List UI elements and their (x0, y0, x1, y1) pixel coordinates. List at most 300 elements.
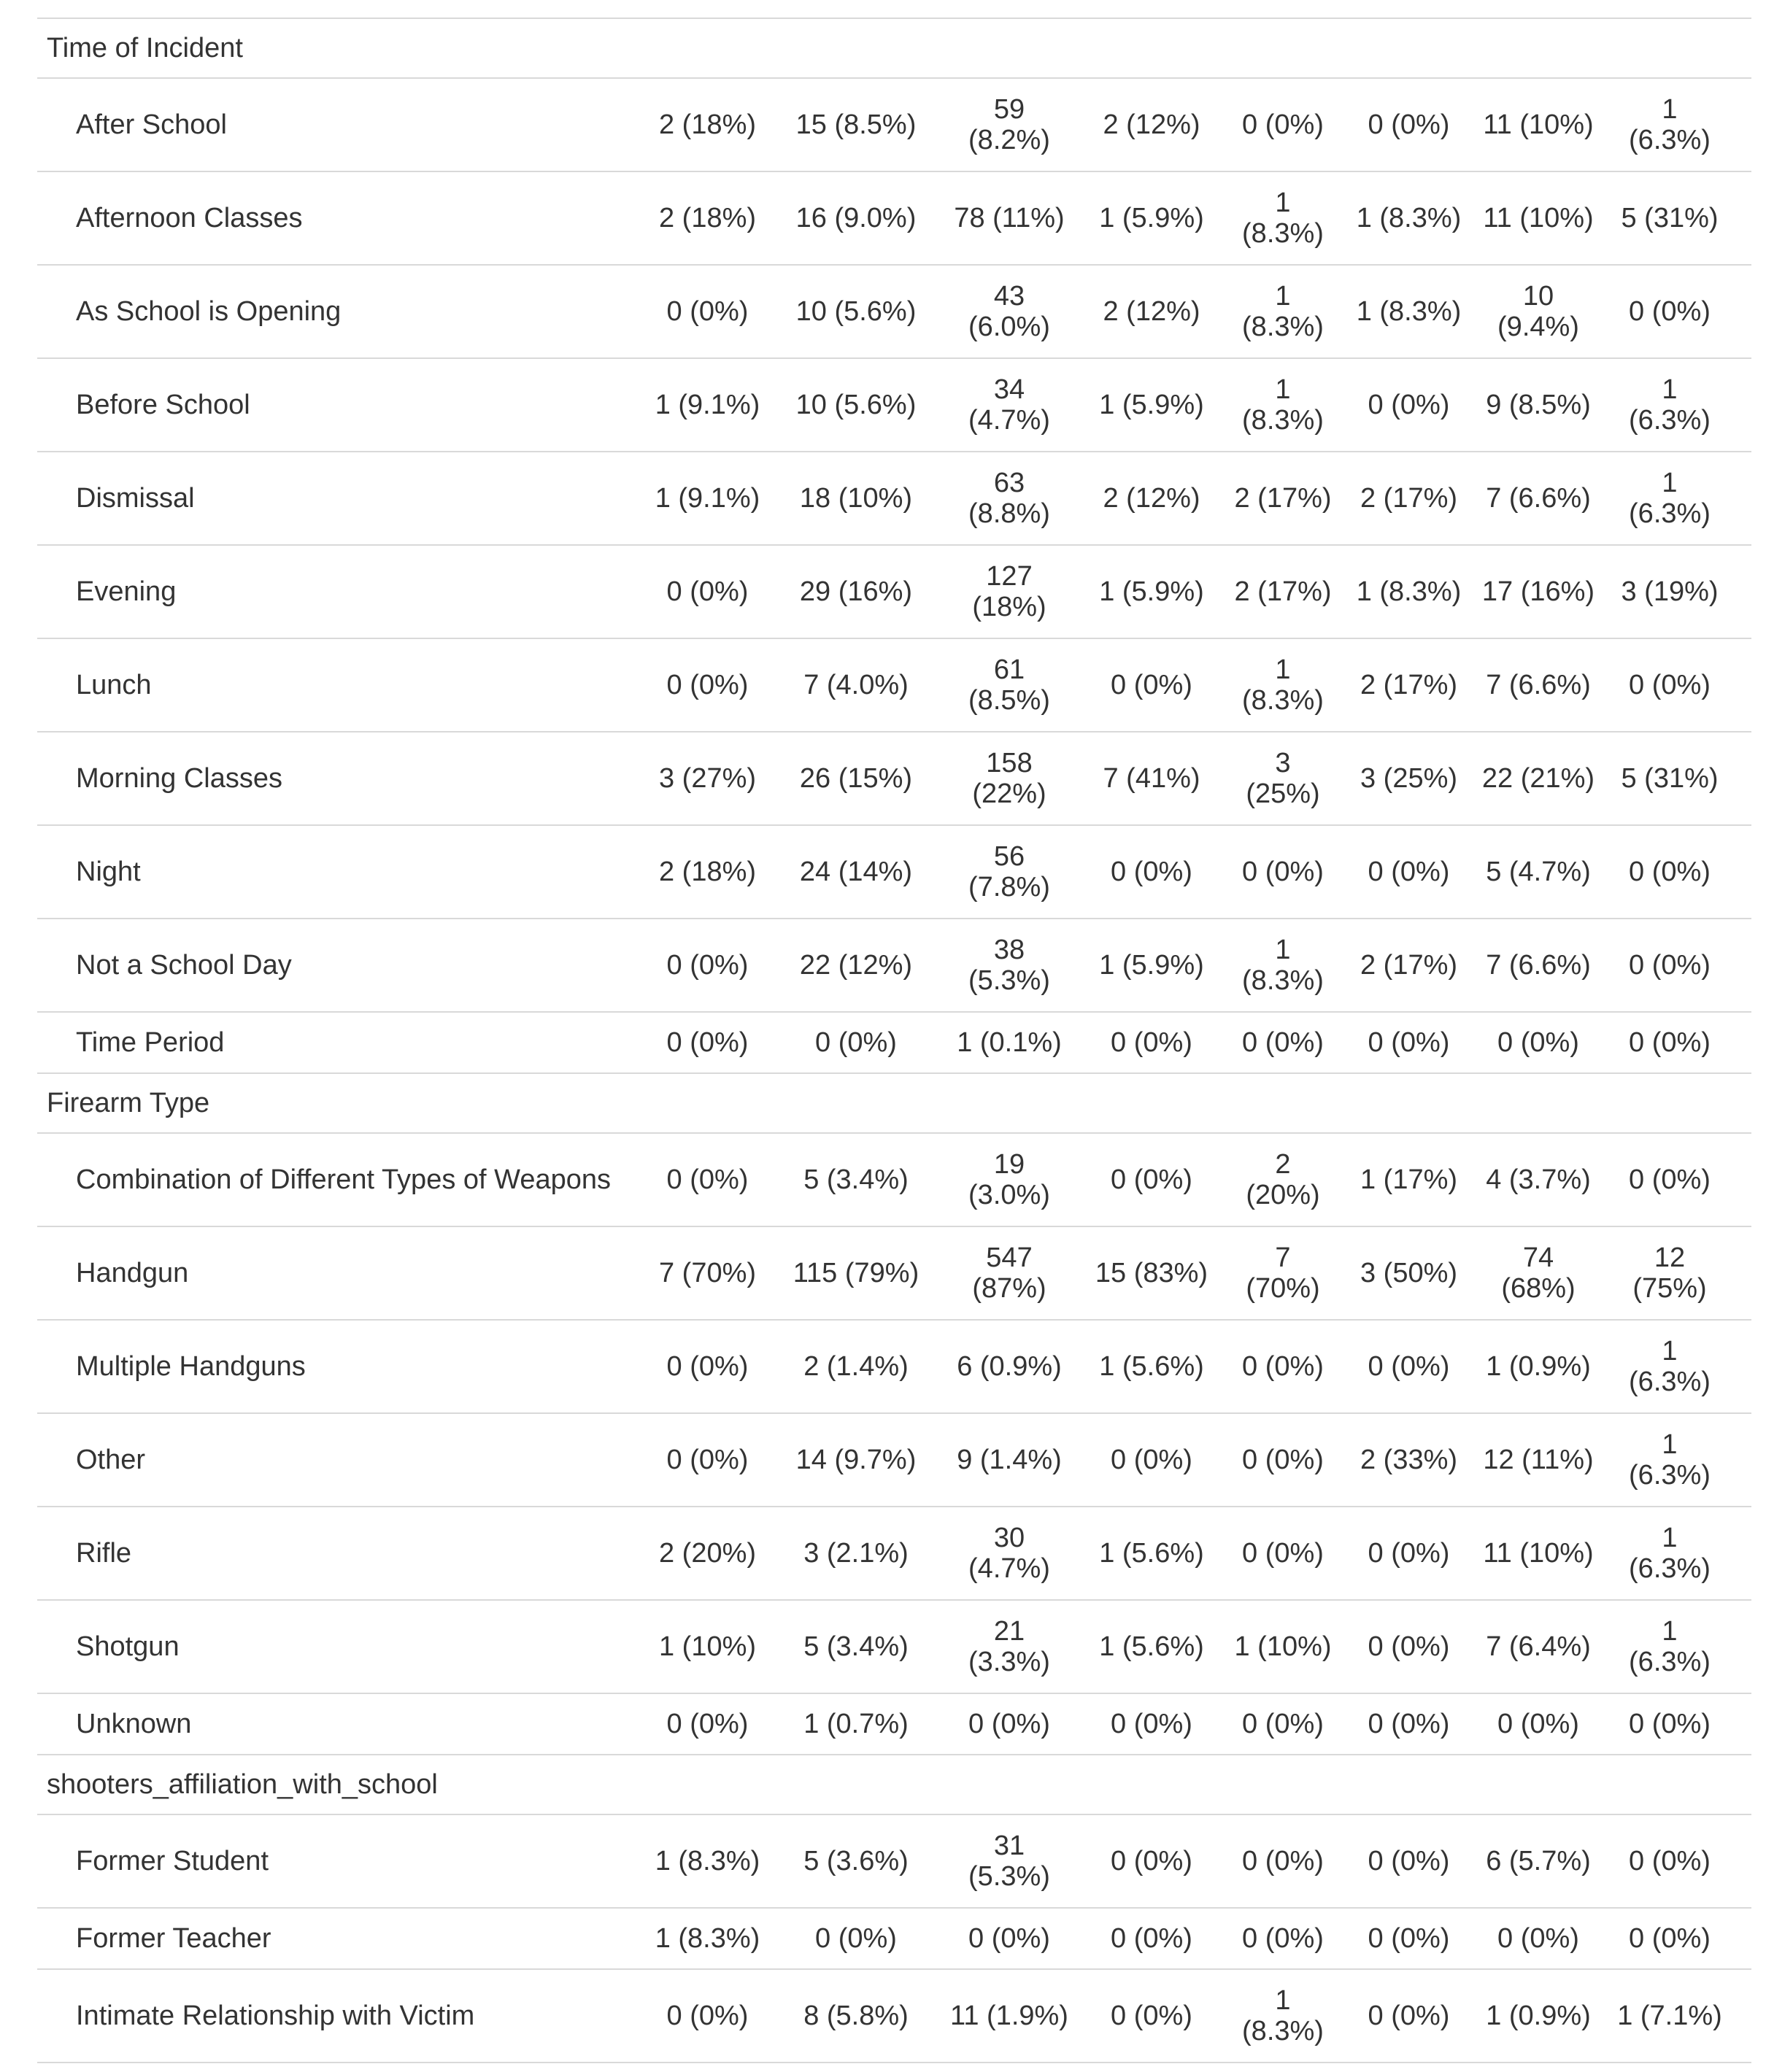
table-cell (1217, 483, 1349, 514)
table-cell (636, 1258, 779, 1288)
cell-value: 2 (17%) (1360, 483, 1458, 514)
cell-value: 1 (8.3%) (1356, 203, 1462, 233)
cell-value: 10 (1522, 281, 1554, 312)
table-cell (636, 296, 779, 327)
row-label: Other (76, 1445, 146, 1475)
table-cell (1469, 281, 1608, 342)
table-cell (933, 561, 1086, 622)
table-cell (1086, 950, 1217, 981)
cell-value: 0 (0%) (1629, 1923, 1711, 1954)
cell-value: 1 (8.3%) (1356, 296, 1462, 327)
cell-value: 2 (12%) (1103, 483, 1200, 514)
cell-value: 0 (0%) (1497, 1923, 1579, 1954)
table-cell (779, 763, 933, 794)
row-label: Former Student (76, 1846, 269, 1876)
table-cell (1469, 1923, 1608, 1954)
cell-value: 5 (3.6%) (803, 1846, 909, 1876)
table-cell (636, 2001, 779, 2031)
table-cell (779, 203, 933, 233)
cell-value: 3 (19%) (1621, 576, 1719, 607)
table-cell (1349, 1923, 1469, 1954)
table-cell (1086, 109, 1217, 140)
row-label: Lunch (76, 670, 152, 700)
table-row (37, 1815, 1751, 1909)
table-cell (1469, 390, 1608, 420)
row-label: Shotgun (76, 1631, 180, 1662)
cell-value: 22 (12%) (799, 950, 913, 981)
row-label: Morning Classes (76, 763, 282, 794)
cell-value: 0 (0%) (1629, 1846, 1711, 1876)
table-cell (933, 748, 1086, 809)
table-cell (779, 1164, 933, 1195)
table-cell (1608, 374, 1732, 436)
table-cell (1217, 374, 1349, 436)
table-cell (1349, 296, 1469, 327)
cell-value: (20%) (1246, 1180, 1320, 1210)
table-cell (636, 670, 779, 700)
cell-value: 1 (5.9%) (1099, 390, 1204, 420)
row-label: As School is Opening (76, 296, 342, 327)
cell-value: (8.5%) (968, 685, 1050, 716)
table-row (37, 1507, 1751, 1601)
cell-value: 0 (0%) (1111, 1709, 1192, 1739)
cell-value: 0 (0%) (1368, 390, 1450, 420)
cell-value: 0 (0%) (1111, 670, 1192, 700)
cell-value: 0 (0%) (666, 576, 749, 607)
cell-value: 1 (1275, 935, 1291, 965)
table-cell (1086, 1258, 1217, 1288)
cell-value: 21 (993, 1616, 1025, 1647)
cell-value: 11 (10%) (1483, 1538, 1594, 1569)
cell-value: 17 (16%) (1481, 576, 1595, 607)
table-cell (1469, 2001, 1608, 2031)
cell-value: 0 (0%) (1368, 1846, 1450, 1876)
cell-value: 0 (0%) (1629, 670, 1711, 700)
table-cell (1349, 670, 1469, 700)
cell-value: 1 (1662, 94, 1678, 125)
table-cell (933, 203, 1086, 233)
cell-value: 63 (993, 468, 1025, 498)
cell-value: 0 (0%) (1629, 1164, 1711, 1195)
cell-value: 0 (0%) (1111, 1445, 1192, 1475)
cell-value: 0 (0%) (666, 670, 749, 700)
table-cell (1217, 1149, 1349, 1210)
cell-value: (25%) (1246, 778, 1320, 809)
cell-value: 11 (1.9%) (950, 2001, 1068, 2031)
table-cell (1086, 1027, 1217, 1058)
cell-value: 0 (0%) (1629, 950, 1711, 981)
table-cell (1608, 1164, 1732, 1195)
table-row (37, 639, 1751, 732)
table-cell (1349, 483, 1469, 514)
cell-value: 0 (0%) (1242, 109, 1324, 140)
cell-value: 0 (0%) (815, 1027, 897, 1058)
cell-value: 0 (0%) (1368, 109, 1450, 140)
table-row (37, 266, 1751, 359)
cell-value: 3 (2.1%) (803, 1538, 909, 1569)
table-cell (1469, 576, 1608, 607)
cell-value: (6.3%) (1629, 1366, 1711, 1397)
cell-value: 1 (0.9%) (1486, 2001, 1591, 2031)
cell-value: 2 (12%) (1103, 109, 1200, 140)
cell-value: 2 (17%) (1360, 670, 1458, 700)
row-label: Multiple Handguns (76, 1351, 306, 1382)
cell-value: 0 (0%) (666, 950, 749, 981)
table-cell (1608, 296, 1732, 327)
cell-value: 1 (1275, 1985, 1291, 2016)
table-cell (1608, 1709, 1732, 1739)
table-cell (1217, 1985, 1349, 2046)
cell-value: (8.3%) (1242, 965, 1324, 996)
cell-value: 1 (1662, 1523, 1678, 1553)
table-cell (1469, 1709, 1608, 1739)
table-cell (1086, 390, 1217, 420)
table-cell (1217, 1709, 1349, 1739)
table-cell (1608, 1027, 1732, 1058)
table-cell (1608, 468, 1732, 529)
table-cell (1217, 1846, 1349, 1876)
table-row (37, 1601, 1751, 1694)
row-label: Evening (76, 576, 177, 607)
table-cell (779, 2001, 933, 2031)
table-cell (1608, 950, 1732, 981)
cell-value: (8.3%) (1242, 685, 1324, 716)
cell-value: 0 (0%) (1368, 1027, 1450, 1058)
table-cell (779, 483, 933, 514)
cell-value: 1 (0.9%) (1486, 1351, 1591, 1382)
table-cell (933, 1027, 1086, 1058)
cell-value: (68%) (1501, 1273, 1576, 1304)
cell-value: 2 (33%) (1360, 1445, 1458, 1475)
cell-value: (5.3%) (968, 1861, 1050, 1892)
cell-value: 30 (993, 1523, 1025, 1553)
cell-value: 74 (1522, 1242, 1554, 1273)
cell-value: 0 (0%) (1368, 1351, 1450, 1382)
cell-value: 0 (0%) (1368, 1923, 1450, 1954)
cell-value: 11 (10%) (1483, 203, 1594, 233)
cell-value: (3.3%) (968, 1647, 1050, 1677)
table-cell (636, 1846, 779, 1876)
cell-value: 2 (17%) (1234, 483, 1332, 514)
cell-value: 34 (993, 374, 1025, 405)
cell-value: (6.3%) (1629, 1460, 1711, 1491)
row-label: Former Teacher (76, 1923, 271, 1954)
table-cell (933, 841, 1086, 902)
table-row (37, 546, 1751, 639)
cell-value: 1 (8.3%) (1356, 576, 1462, 607)
table-cell (636, 1351, 779, 1382)
table-cell (636, 109, 779, 140)
cell-value: 0 (0%) (1242, 1027, 1324, 1058)
cell-value: 6 (0.9%) (957, 1351, 1062, 1382)
table-cell (1608, 576, 1732, 607)
table-cell (1086, 2001, 1217, 2031)
table-cell (1349, 1846, 1469, 1876)
table-cell (779, 1258, 933, 1288)
cell-value: 1 (9.1%) (655, 483, 760, 514)
cell-value: 2 (1.4%) (803, 1351, 909, 1382)
cell-value: 0 (0%) (815, 1923, 897, 1954)
table-cell (779, 1445, 933, 1475)
cell-value: 3 (1275, 748, 1291, 778)
table-cell (1469, 1631, 1608, 1662)
cell-value: 4 (3.7%) (1486, 1164, 1591, 1195)
table-row (37, 1321, 1751, 1414)
cell-value: 2 (18%) (658, 109, 757, 140)
cell-value: 3 (27%) (658, 763, 757, 794)
table-body (37, 19, 1751, 2063)
row-label: Rifle (76, 1538, 132, 1569)
table-cell (1217, 281, 1349, 342)
cell-value: 127 (986, 561, 1033, 592)
cell-value: 5 (31%) (1621, 763, 1719, 794)
cell-value: 0 (0%) (1242, 1709, 1324, 1739)
cell-value: (6.3%) (1629, 125, 1711, 155)
cell-value: 0 (0%) (1242, 857, 1324, 887)
cell-value: 1 (1662, 1336, 1678, 1366)
table-cell (1469, 1351, 1608, 1382)
table-cell (1217, 1027, 1349, 1058)
table-cell (1349, 109, 1469, 140)
table-row (37, 452, 1751, 546)
cell-value: 7 (70%) (658, 1258, 757, 1288)
cell-value: 0 (0%) (1629, 296, 1711, 327)
table-row (37, 1909, 1751, 1970)
cell-value: 5 (4.7%) (1486, 857, 1591, 887)
table-row (37, 1013, 1751, 1074)
cell-value: (6.3%) (1629, 1647, 1711, 1677)
table-cell (1217, 576, 1349, 607)
section-title: shooters_affiliation_with_school (47, 1769, 438, 1800)
table-row (37, 1970, 1751, 2063)
table-cell (636, 390, 779, 420)
cell-value: 1 (8.3%) (655, 1923, 760, 1954)
cell-value: 38 (993, 935, 1025, 965)
cell-value: 1 (0.7%) (803, 1709, 909, 1739)
table-cell (1217, 857, 1349, 887)
row-label: Intimate Relationship with Victim (76, 2001, 475, 2031)
cell-value: 1 (10%) (658, 1631, 757, 1662)
table-cell (933, 1923, 1086, 1954)
table-cell (1469, 483, 1608, 514)
cell-value: 9 (8.5%) (1486, 390, 1591, 420)
cell-value: 0 (0%) (1242, 1538, 1324, 1569)
table-cell (1469, 670, 1608, 700)
cell-value: 0 (0%) (1111, 1027, 1192, 1058)
table-cell (636, 1027, 779, 1058)
table-cell (933, 1523, 1086, 1584)
table-cell (1608, 1429, 1732, 1491)
cell-value: 22 (21%) (1481, 763, 1595, 794)
cell-value: 0 (0%) (666, 1027, 749, 1058)
table-cell (779, 296, 933, 327)
table-cell (1217, 188, 1349, 249)
table-cell (636, 1709, 779, 1739)
cell-value: 29 (16%) (799, 576, 913, 607)
table-cell (933, 1616, 1086, 1677)
cell-value: 1 (5.6%) (1099, 1538, 1204, 1569)
table-row (37, 1694, 1751, 1755)
table-cell (933, 935, 1086, 996)
cell-value: 0 (0%) (1242, 1923, 1324, 1954)
table-cell (1086, 1445, 1217, 1475)
cell-value: 1 (1662, 1616, 1678, 1647)
table-cell (1217, 935, 1349, 996)
cell-value: 0 (0%) (1497, 1027, 1579, 1058)
row-label: Not a School Day (76, 950, 292, 981)
table-cell (636, 857, 779, 887)
table-cell (779, 1709, 933, 1739)
cell-value: (6.3%) (1629, 498, 1711, 529)
cell-value: 1 (17%) (1360, 1164, 1458, 1195)
table-cell (933, 1351, 1086, 1382)
summary-table (37, 0, 1751, 2063)
cell-value: (8.3%) (1242, 312, 1324, 342)
cell-value: 18 (10%) (799, 483, 913, 514)
table-cell (779, 109, 933, 140)
cell-value: 0 (0%) (1111, 1846, 1192, 1876)
cell-value: (9.4%) (1497, 312, 1579, 342)
table-cell (1086, 203, 1217, 233)
cell-value: 1 (9.1%) (655, 390, 760, 420)
cell-value: 7 (1275, 1242, 1291, 1273)
section-header-row (37, 19, 1751, 79)
table-cell (636, 1923, 779, 1954)
table-cell (1217, 748, 1349, 809)
table-cell (1608, 670, 1732, 700)
table-cell (779, 1846, 933, 1876)
table-cell (636, 1538, 779, 1569)
table-cell (1469, 1846, 1608, 1876)
cell-value: 3 (25%) (1360, 763, 1458, 794)
cell-value: 7 (6.6%) (1486, 483, 1591, 514)
table-cell (779, 1351, 933, 1382)
cell-value: 59 (993, 94, 1025, 125)
cell-value: 1 (0.1%) (957, 1027, 1062, 1058)
table-cell (1086, 1351, 1217, 1382)
table-cell (1608, 1616, 1732, 1677)
table-row (37, 919, 1751, 1013)
cell-value: 2 (17%) (1234, 576, 1332, 607)
table-cell (1608, 203, 1732, 233)
table-cell (1349, 203, 1469, 233)
table-row (37, 1134, 1751, 1227)
table-cell (1349, 2001, 1469, 2031)
table-cell (1469, 1242, 1608, 1304)
cell-value: 3 (50%) (1360, 1258, 1458, 1288)
table-cell (779, 857, 933, 887)
cell-value: 56 (993, 841, 1025, 872)
cell-value: 1 (7.1%) (1617, 2001, 1722, 2031)
table-cell (1469, 203, 1608, 233)
cell-value: (87%) (972, 1273, 1046, 1304)
table-cell (1086, 1709, 1217, 1739)
section-title: Firearm Type (47, 1088, 210, 1118)
section-header-row (37, 1755, 1751, 1815)
table-cell (1086, 296, 1217, 327)
table-cell (636, 1631, 779, 1662)
table-cell (933, 374, 1086, 436)
table-cell (779, 1923, 933, 1954)
cell-value: (7.8%) (968, 872, 1050, 902)
table-cell (1349, 1631, 1469, 1662)
table-cell (779, 1631, 933, 1662)
cell-value: 2 (18%) (658, 203, 757, 233)
cell-value: 0 (0%) (1368, 1631, 1450, 1662)
cell-value: 0 (0%) (666, 1709, 749, 1739)
table-cell (1217, 1538, 1349, 1569)
row-label: Combination of Different Types of Weapons (76, 1164, 611, 1195)
cell-value: 78 (11%) (954, 203, 1065, 233)
table-cell (1086, 1538, 1217, 1569)
table-cell (1349, 950, 1469, 981)
cell-value: 16 (9.0%) (795, 203, 917, 233)
cell-value: 1 (1275, 188, 1291, 218)
section-title: Time of Incident (47, 33, 243, 63)
table-cell (779, 576, 933, 607)
table-cell (933, 281, 1086, 342)
table-cell (1608, 1242, 1732, 1304)
table-cell (1349, 1538, 1469, 1569)
cell-value: 0 (0%) (1368, 2001, 1450, 2031)
table-cell (1469, 763, 1608, 794)
table-cell (779, 1538, 933, 1569)
cell-value: 14 (9.7%) (795, 1445, 917, 1475)
cell-value: (4.7%) (968, 405, 1050, 436)
cell-value: 1 (1662, 468, 1678, 498)
cell-value: 10 (5.6%) (795, 390, 917, 420)
table-cell (1608, 763, 1732, 794)
table-cell (1608, 94, 1732, 155)
table-cell (1608, 1523, 1732, 1584)
cell-value: (8.2%) (968, 125, 1050, 155)
table-cell (1217, 109, 1349, 140)
cell-value: 0 (0%) (1629, 1027, 1711, 1058)
cell-value: 31 (993, 1831, 1025, 1861)
cell-value: 26 (15%) (799, 763, 913, 794)
table-cell (636, 483, 779, 514)
cell-value: (70%) (1246, 1273, 1320, 1304)
cell-value: 15 (83%) (1095, 1258, 1208, 1288)
cell-value: 5 (31%) (1621, 203, 1719, 233)
table-row (37, 1227, 1751, 1321)
row-label: Afternoon Classes (76, 203, 303, 233)
row-label: Time Period (76, 1027, 225, 1058)
cell-value: 1 (10%) (1234, 1631, 1332, 1662)
cell-value: (22%) (972, 778, 1046, 809)
cell-value: (8.3%) (1242, 2016, 1324, 2046)
cell-value: 0 (0%) (1111, 1164, 1192, 1195)
cell-value: (8.8%) (968, 498, 1050, 529)
cell-value: 0 (0%) (666, 1351, 749, 1382)
table-row (37, 732, 1751, 826)
cell-value: 1 (5.9%) (1099, 950, 1204, 981)
table-cell (1086, 763, 1217, 794)
row-label: Handgun (76, 1258, 189, 1288)
table-cell (933, 1445, 1086, 1475)
cell-value: (18%) (972, 592, 1046, 622)
table-cell (1086, 576, 1217, 607)
cell-value: 11 (10%) (1483, 109, 1594, 140)
table-cell (1349, 1709, 1469, 1739)
cell-value: 1 (1662, 1429, 1678, 1460)
table-row (37, 172, 1751, 266)
table-cell (1086, 1631, 1217, 1662)
cell-value: 12 (1654, 1242, 1686, 1273)
table-cell (779, 1027, 933, 1058)
cell-value: 0 (0%) (666, 2001, 749, 2031)
cell-value: 10 (5.6%) (795, 296, 917, 327)
